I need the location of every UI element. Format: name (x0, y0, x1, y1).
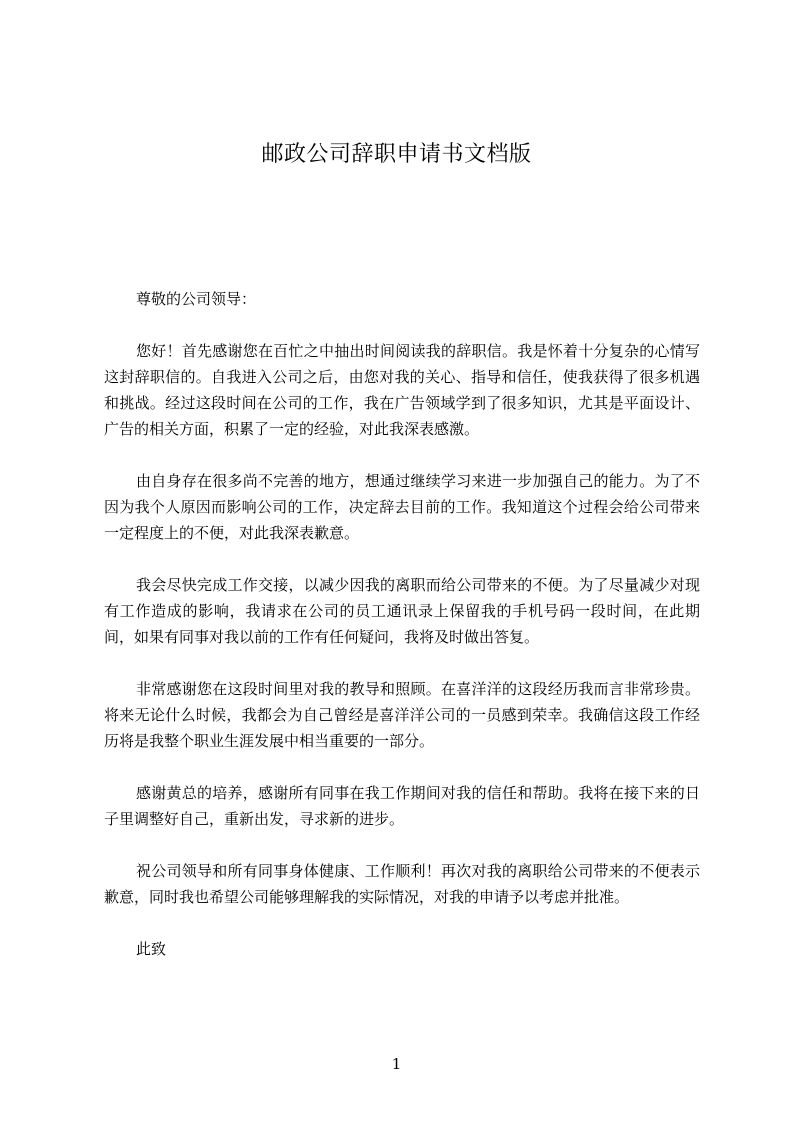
paragraph-gratitude: 非常感谢您在这段时间里对我的教导和照顾。在喜洋洋的这段经历我而言非常珍贵。将来无论什么时候，我都会为自己曾经是喜洋洋公司的一员感到荣幸。我确信这段工作经历将是我整个职业生涯发展中相当重要的一部分。 (104, 680, 700, 750)
page-number: 1 (391, 1055, 402, 1073)
document-title: 邮政公司辞职申请书文档版 (261, 142, 532, 167)
paragraph-handover: 我会尽快完成工作交接，以减少因我的离职而给公司带来的不便。为了尽量减少对现有工作造成的影响，我请求在公司的员工通讯录上保留我的手机号码一段时间，在此期间，如果有同事对我以前的工作有任何疑问，我将及时做出答复。 (104, 576, 700, 646)
document-body (104, 286, 700, 962)
salutation: 尊敬的公司领导： (136, 290, 257, 308)
paragraph-greeting: 您好！首先感谢您在百忙之中抽出时间阅读我的辞职信。我是怀着十分复杂的心情写这封辞职信的。自我进入公司之后，由您对我的关心、指导和信任，使我获得了很多机遇和挑战。经过这段时间在公司的工作，我在广告领域学到了很多知识，尤其是平面设计、广告的相关方面，积累了一定的经验，对此我深表感激。 (104, 342, 700, 438)
paragraph-wishes: 祝公司领导和所有同事身体健康、工作顺利！再次对我的离职给公司带来的不便表示歉意，同时我也希望公司能够理解我的实际情况，对我的申请予以考虑并批准。 (104, 862, 700, 906)
paragraph-reason: 由自身存在很多尚不完善的地方，想通过继续学习来进一步加强自己的能力。为了不因为我个人原因而影响公司的工作，决定辞去目前的工作。我知道这个过程会给公司带来一定程度上的不便，对此我深表歉意。 (104, 472, 700, 542)
closing: 此致 (136, 940, 167, 958)
paragraph-thanks: 感谢黄总的培养，感谢所有同事在我工作期间对我的信任和帮助。我将在接下来的日子里调整好自己，重新出发，寻求新的进步。 (104, 784, 700, 828)
